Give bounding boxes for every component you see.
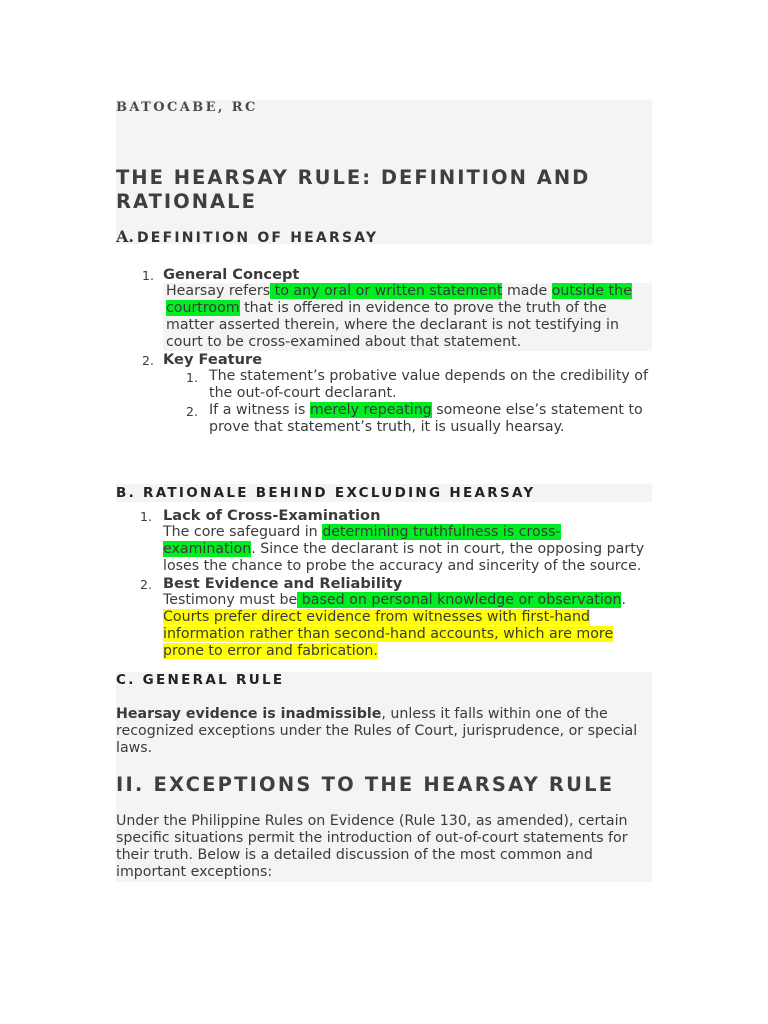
sub-item-text	[209, 402, 652, 436]
text-run: made	[502, 283, 552, 299]
page-title	[116, 122, 652, 214]
list-number: 2.	[142, 353, 154, 368]
author-name: BATOCABE, RC	[116, 100, 258, 115]
list-item	[116, 507, 652, 575]
sub-item-text: The statement’s probative value depends on the credibility of the out-of-court declarant.	[209, 368, 648, 401]
sub-list-item	[162, 368, 652, 402]
list-item-title: Key Feature	[163, 351, 263, 368]
list-number: 1.	[140, 509, 152, 524]
highlight-green: based on personal knowledge or observation	[297, 592, 622, 608]
list-item-title: Best Evidence and Reliability	[163, 575, 403, 592]
list-item-body	[163, 524, 652, 575]
highlight-yellow: Courts prefer direct evidence from witnesses with first-hand information rather than second-hand accounts, which are more prone to error and fabrication.	[163, 609, 614, 659]
list-number: 2.	[186, 404, 198, 419]
sub-list	[116, 368, 652, 436]
list-number: 1.	[186, 370, 198, 385]
list-item	[116, 575, 652, 660]
text-run: . Since the declarant is not in court, the opposing party loses the chance to probe the accuracy and sincerity of the source.	[163, 541, 645, 574]
list-item-title: Lack of Cross-Examination	[163, 507, 381, 524]
text-run: , unless it falls within one of the recognized exceptions under the Rules of Court, jurisprudence, or special laws.	[116, 706, 638, 756]
section-c-heading: C. GENERAL RULE	[116, 672, 285, 688]
general-rule-bold: Hearsay evidence is inadmissible	[116, 706, 382, 722]
list-number: 1.	[142, 268, 154, 283]
general-rule-text	[116, 706, 652, 757]
section-a-list	[116, 266, 652, 436]
list-item-title: General Concept	[163, 266, 300, 283]
text-run: Hearsay refers	[166, 283, 271, 299]
text-run: If a witness is	[209, 402, 310, 418]
title-block	[116, 100, 652, 244]
list-item	[116, 351, 652, 436]
section-b-list	[116, 507, 652, 660]
section-a-title: DEFINITION OF HEARSAY	[136, 230, 379, 246]
section-ii-heading: II. EXCEPTIONS TO THE HEARSAY RULE	[116, 773, 615, 796]
section-b-heading: B. RATIONALE BEHIND EXCLUDING HEARSAY	[116, 485, 536, 501]
document-page	[116, 100, 652, 882]
section-a-heading	[116, 214, 652, 249]
highlight-green: to any oral or written statement	[270, 283, 503, 299]
list-item-body	[163, 283, 652, 351]
text-run: that is offered in evidence to prove the truth of the matter asserted therein, where the declarant is not testifying in court to be cross-examined about that statement.	[166, 300, 619, 350]
text-run: .	[621, 592, 626, 608]
title-line-1: THE HEARSAY RULE: DEFINITION AND	[116, 166, 591, 189]
section-c-block	[116, 672, 652, 882]
section-a-letter: A.	[116, 227, 134, 246]
section-b-heading-band	[116, 484, 652, 502]
text-run: Testimony must be	[163, 592, 298, 608]
text-run: The core safeguard in	[163, 524, 323, 540]
list-item	[116, 266, 652, 351]
section-ii-body: Under the Philippine Rules on Evidence (Rule 130, as amended), certain specific situations permit the introduction of out-of-court statements for their truth. Below is a detailed discussion of the most common and important exceptions:	[116, 813, 628, 880]
highlight-green: merely repeating	[309, 402, 432, 418]
text-run: someone else’s statement to prove that statement’s truth, it is usually hearsay.	[209, 402, 643, 435]
list-item-body	[163, 592, 652, 660]
list-number: 2.	[140, 577, 152, 592]
highlight-green: outside the courtroom	[166, 283, 632, 316]
highlight-green: determining truthfulness is cross-examination	[163, 524, 561, 557]
title-line-2: RATIONALE	[116, 190, 257, 213]
sub-list-item	[162, 402, 652, 436]
